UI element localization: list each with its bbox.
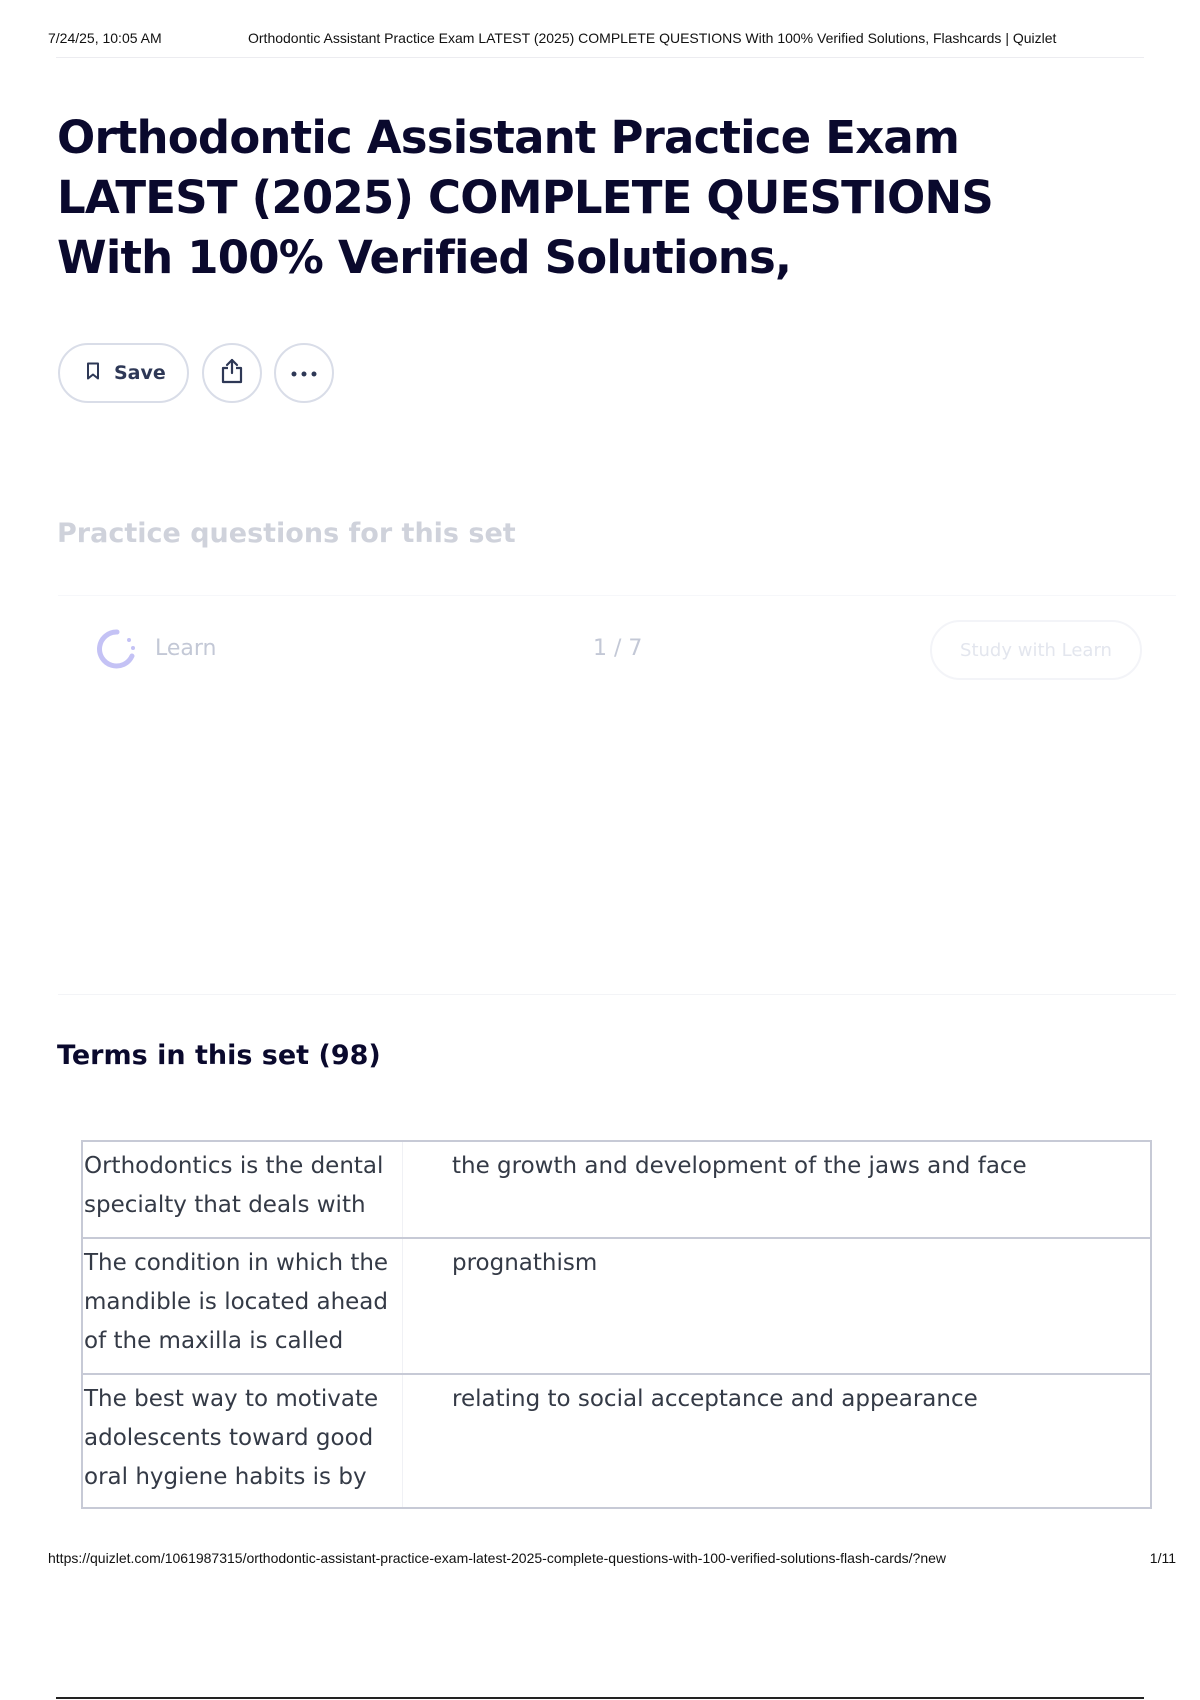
print-datetime: 7/24/25, 10:05 AM	[48, 30, 162, 46]
table-row	[83, 1373, 1150, 1507]
definition-text: relating to social acceptance and appearance	[452, 1386, 978, 1412]
save-button[interactable]	[58, 343, 189, 403]
term-text: The best way to motivate adolescents toward good oral hygiene habits is by	[83, 1375, 403, 1507]
print-document-title: Orthodontic Assistant Practice Exam LATEST (2025) COMPLETE QUESTIONS With 100% Verified Solutions, Flashcards | Quizlet	[248, 30, 1057, 46]
page-title: Orthodontic Assistant Practice Exam LATEST (2025) COMPLETE QUESTIONS With 100% Verified Solutions,	[57, 111, 993, 284]
learn-card	[58, 595, 1176, 995]
definition-text: the growth and development of the jaws and face	[452, 1153, 1027, 1179]
save-button-label: Save	[114, 362, 166, 384]
ellipsis-icon	[291, 364, 317, 382]
print-footer	[48, 1550, 1176, 1570]
term-text: The condition in which the mandible is located ahead of the maxilla is called	[83, 1239, 403, 1373]
share-button[interactable]	[202, 343, 262, 403]
bottom-divider	[56, 1697, 1144, 1699]
share-icon	[220, 358, 244, 389]
bookmark-icon	[86, 362, 100, 385]
table-row	[83, 1237, 1150, 1373]
page-url: https://quizlet.com/1061987315/orthodontic-assistant-practice-exam-latest-2025-complete-questions-with-100-verified-solutions-flash-cards/?new	[48, 1550, 946, 1566]
table-row	[83, 1142, 1150, 1237]
more-options-button[interactable]	[274, 343, 334, 403]
learn-progress-icon	[96, 628, 138, 670]
learn-mode-label: Learn	[155, 636, 217, 661]
terms-heading: Terms in this set (98)	[57, 1040, 381, 1071]
study-with-learn-button[interactable]: Study with Learn	[930, 620, 1142, 680]
header-divider	[56, 57, 1144, 58]
page-number: 1/11	[1149, 1550, 1176, 1566]
terms-table	[81, 1140, 1152, 1509]
term-text: Orthodontics is the dental specialty that deals with	[83, 1142, 403, 1237]
question-progress: 1 / 7	[593, 636, 643, 661]
print-header	[48, 30, 1176, 50]
definition-text: prognathism	[452, 1250, 598, 1276]
practice-questions-heading: Practice questions for this set	[57, 518, 516, 549]
